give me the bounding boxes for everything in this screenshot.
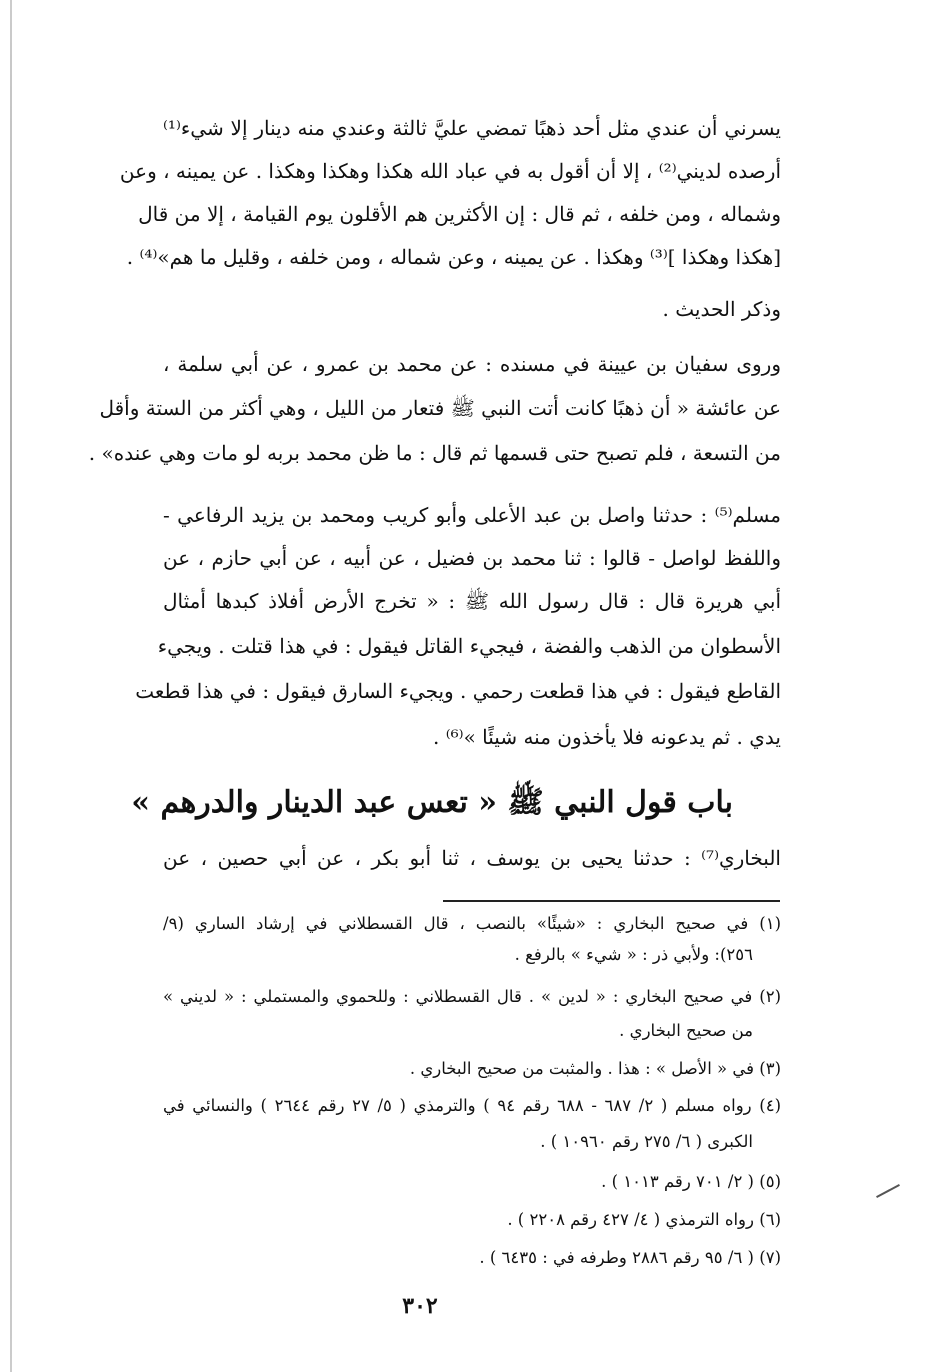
text-line: مسلم⁽⁵⁾ : حدثنا واصل بن عبد الأعلى وأبو كريب ومحمد بن يزيد الرفاعي - [163,503,781,527]
text-line: وشماله ، ومن خلفه ، ثم قال : إن الأكثرين هم الأقلون يوم القيامة ، إلا من قال [138,202,781,226]
text-line: [هكذا وهكذا ]⁽³⁾ وهكذا . عن يمينه ، وعن شماله ، ومن خلفه ، وقليل ما هم»⁽⁴⁾ . [126,245,781,269]
footnote: الكبرى ( ٦/ ٢٧٥ رقم ١٠٩٦٠ ) . [540,1132,753,1151]
text-line: أبي هريرة قال : قال رسول الله ﷺ : « تخرج الأرض أفلاذ كبدها أمثال [163,589,781,613]
page-edge [10,0,12,1372]
text-line: البخاري⁽⁷⁾ : حدثنا يحيى بن يوسف ، ثنا أبو بكر ، عن أبي حصين ، عن [163,846,781,870]
footnote: (٦) رواه الترمذي ( ٤/ ٤٢٧ رقم ٢٢٠٨ ) . [507,1210,781,1229]
footnote: (٣) في « الأصل » : هذا . والمثبت من صحيح البخاري . [409,1059,781,1078]
text-line: وذكر الحديث . [662,297,781,321]
section-heading: باب قول النبي ﷺ « تعس عبد الدينار والدرهم » [131,785,733,820]
text-line: وروى سفيان بن عيينة في مسنده : عن محمد بن عمرو ، عن أبي سلمة ، [163,352,781,376]
text-line: أرصده لديني⁽²⁾ ، إلا أن أقول به في عباد الله هكذا وهكذا وهكذا . عن يمينه ، وعن [119,159,781,183]
text-line: عن عائشة « أن ذهبًا كانت أتت النبي ﷺ فتعار من الليل ، وهي أكثر من الستة وأقل [99,396,781,420]
footnote: (١) في صحيح البخاري : «شيئًا» بالنصب ، قال القسطلاني في إرشاد الساري (٩/ [163,914,781,933]
footnote: (٥) ( ٢/ ٧٠١ رقم ١٠١٣ ) . [601,1172,781,1191]
footnote-separator [443,900,780,902]
footnote: (٤) رواه مسلم ( ٢/ ٦٨٧ - ٦٨٨ رقم ٩٤ ) والترمذي ( ٥/ ٢٧ رقم ٢٦٤٤ ) والنسائي في [163,1096,782,1115]
footnote: (٧) ( ٦/ ٩٥ رقم ٢٨٨٦ وطرفه في : ٦٤٣٥ ) . [479,1248,781,1267]
text-line: القاطع فيقول : في هذا قطعت رحمي . ويجيء السارق فيقول : في هذا قطعت [135,679,781,703]
footnote: ٢٥٦): ولأبي ذر : « شيء » بالرفع . [514,945,753,964]
text-line: واللفظ لواصل - قالوا : ثنا محمد بن فضيل ، عن أبيه ، عن أبي حازم ، عن [163,546,781,570]
text-line: الأسطوان من الذهب والفضة ، فيجيء القاتل فيقول : في هذا قتلت . ويجيء [157,634,781,658]
footnote: (٢) في صحيح البخاري : « لدين » . قال القسطلاني : وللحموي والمستملي : « لديني » [163,987,781,1006]
footnote: من صحيح البخاري . [619,1021,753,1040]
text-line: يسرني أن عندي مثل أحد ذهبًا تمضي عليَّ ثالثة وعندي منه دينار إلا شيء⁽¹⁾ [163,116,781,140]
text-line: يدي . ثم يدعونه فلا يأخذون منه شيئًا »⁽⁶⁾ . [432,725,781,749]
page-number: ٣٠٢ [402,1293,438,1319]
scan-mark [876,1184,900,1198]
text-line: من التسعة ، فلم تصبح حتى قسمها ثم قال : ما ظن محمد بربه لو مات وهي عنده» . [88,441,781,465]
